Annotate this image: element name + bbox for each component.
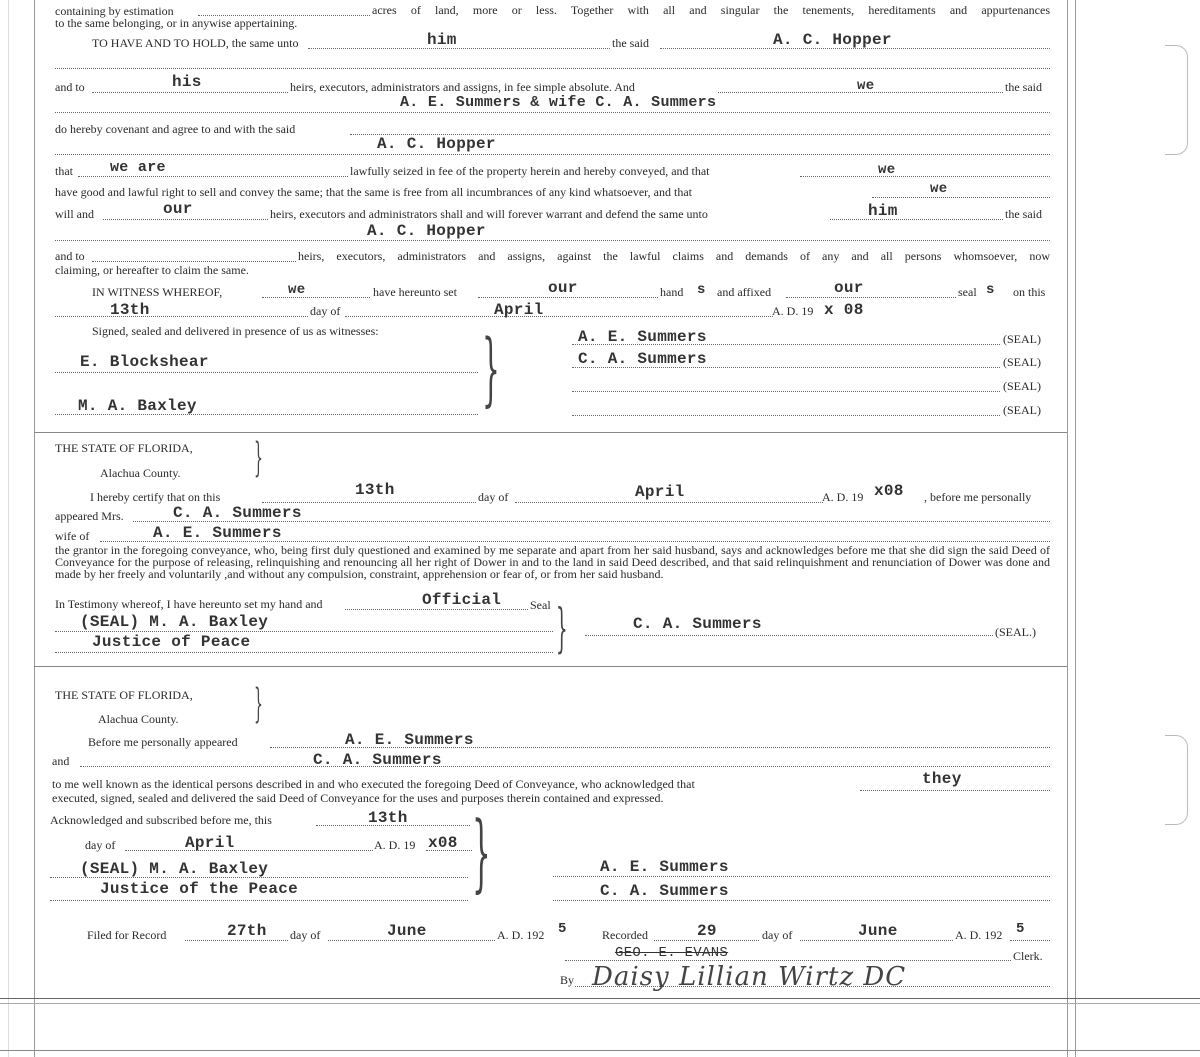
dotted-line [308,48,610,49]
dotted-line [50,877,468,878]
witness-name: E. Blockshear [80,353,209,371]
dotted-line [80,766,1050,767]
binder-ring [1165,45,1188,155]
cert-text: I hereby certify that on this [90,490,221,504]
dotted-line [55,240,1050,241]
bottom-rule [0,998,1200,999]
dotted-line [572,367,1000,368]
dotted-line [585,635,993,636]
hand-plural: s [697,282,706,298]
officer-name: (SEAL) M. A. Baxley [80,613,269,631]
dotted-line [55,652,553,653]
dotted-line [55,68,1050,69]
person-name: C. A. Summers [313,751,442,769]
seal-label: (SEAL) [1003,379,1041,393]
dotted-line [103,219,268,220]
cert-text: and [52,754,70,768]
cert-text: A. D. 19 [374,838,416,852]
witness-name: M. A. Baxley [78,397,197,415]
hand-pronoun: our [548,279,578,297]
by-label: By [560,973,575,987]
dotted-line [478,297,658,298]
filing-text: day of [290,928,321,942]
signatory-name: A. E. Summers [578,328,707,346]
seal-label: (SEAL) [1003,403,1041,417]
signer-name: C. A. Summers [633,615,762,633]
left-margin-line [8,0,9,1057]
dotted-line [800,940,953,941]
dotted-line [515,502,823,503]
bottom-rule [0,1050,1200,1051]
dotted-line [185,940,288,941]
witness-text: A. D. 19 [772,304,814,318]
witness-text: hand [660,285,684,299]
deed-text: the said [1005,80,1042,94]
dotted-line [55,112,1050,113]
appeared-name: C. A. Summers [173,504,302,522]
dotted-line [426,850,472,851]
signer-name: A. E. Summers [600,858,729,876]
witness-text: on this [1013,285,1046,299]
habendum-text: TO HAVE AND TO HOLD, the same unto [92,36,299,50]
dotted-line [1010,940,1050,941]
grantee-pronoun: him [427,31,457,49]
cert-text: Seal [530,598,551,612]
dotted-line [328,940,495,941]
seal-label: (SEAL) [1003,355,1041,369]
dotted-line [55,631,553,632]
cert-text: executed, signed, sealed and delivered the said Deed of Conveyance for the uses and purposes therein contained and expressed. [52,791,664,805]
deed-text: and to [55,249,85,263]
deed-text: heirs, executors and administrators shall and will forever warrant and defend the same unto [270,207,708,221]
deed-text: claiming, or hereafter to claim the same. [55,263,249,277]
cert-text: day of [85,838,116,852]
recorded-day: 29 [697,922,717,940]
dotted-line [262,502,476,503]
witness-year: x 08 [824,301,864,319]
right-pronoun: we [930,181,948,197]
dotted-line [92,261,296,262]
cert-text: wife of [55,529,90,543]
warrant-pronoun: our [163,200,193,218]
signer-name: C. A. Summers [600,882,729,900]
filed-year: 5 [558,921,567,937]
cert-text: In Testimony whereof, I have hereunto set my hand and [55,597,323,611]
dotted-line [553,876,1050,877]
dotted-line [553,900,1050,901]
dotted-line [800,176,1050,177]
deed-text: lawfully seized in fee of the property herein and hereby conveyed, and that [350,164,710,178]
state-heading: THE STATE OF FLORIDA, [55,441,193,455]
dotted-line [55,316,308,317]
cert-paragraph: the grantor in the foregoing conveyance, who, being first duly questioned and examined by me separate and apart from her said husband, says and acknowledges before me that she did sign the said Deed of Conveyance for the purpose of releasing, relinquishing and renouncing all her right of Dower in and to the land in said Deed described, and that said relinquishment and renunciation of Dower was done and made by her freely and voluntarily ,and without any compulsion, constraint, apprehension or fear of, or from her said husband. [55,543,1050,581]
filing-text: A. D. 192 [497,928,545,942]
witness-day: 13th [110,301,150,319]
brace: } [254,435,263,481]
recorded-month: June [858,922,898,940]
filing-text: day of [762,928,793,942]
brace: } [254,681,263,727]
cert-day: 13th [355,481,395,499]
bottom-rule [0,1003,1200,1004]
witness-text: day of [310,304,341,318]
dotted-line [872,197,1050,198]
cert-text: day of [478,490,509,504]
dotted-line [78,176,348,177]
witness-month: April [494,301,544,319]
dotted-line [572,391,1000,392]
deed-text: acres of land, more or less. Together with all and singular the tenements, hereditaments and appurtenances [372,3,1050,17]
dotted-line [345,609,528,610]
filing-text: Filed for Record [87,928,167,942]
brace: } [472,803,491,901]
witness-text: Signed, sealed and delivered in presence of us as witnesses: [92,324,379,338]
ack-month: April [185,834,235,852]
filing-text: A. D. 192 [955,928,1003,942]
filed-day: 27th [227,922,267,940]
county-label: Alachua County. [98,712,179,726]
deed-text: have good and lawful right to sell and convey the same; that the same is free from all incumbrances of any kind whatsoever, and that [55,185,692,199]
deed-text: and to [55,80,85,94]
officer-title: Justice of the Peace [100,880,299,898]
seal-pronoun: our [834,279,864,297]
covenant-grantee: A. C. Hopper [377,135,496,153]
cert-text: , before me personally [924,490,1032,504]
witness-text: have hereunto set [373,285,457,299]
deed-text: the said [612,36,649,50]
cert-month: April [635,483,685,501]
dotted-line [55,414,478,415]
cert-text: Acknowledged and subscribed before me, this [50,813,272,827]
dotted-line [572,415,1000,416]
deed-text: will and [55,207,94,221]
officer-name: (SEAL) M. A. Baxley [80,860,269,878]
deed-text: the said [1005,207,1042,221]
deed-text: containing by estimation [55,4,174,18]
page-right-border [1067,0,1068,1057]
county-label: Alachua County. [100,466,181,480]
grantors-name: A. E. Summers & wife C. A. Summers [400,94,717,111]
dotted-line [830,219,1003,220]
cert-text: to me well known as the identical persons described in and who executed the foregoing Deed of Conveyance, who acknowledged that [52,777,695,791]
clerk-label: Clerk. [1013,949,1043,963]
witness-text: seal [958,285,977,299]
dotted-line [654,940,759,941]
officer-title: Justice of Peace [92,633,251,651]
deed-text: that [55,164,73,178]
brace: } [556,599,568,659]
page-left-border [34,0,35,1057]
witness-text: and affixed [717,285,772,299]
section-divider [34,666,1067,667]
deed-text: do hereby covenant and agree to and with the said [55,122,296,136]
warrant-grantee-pronoun: him [868,202,898,220]
deed-text: heirs, executors, administrators and assigns, against the lawful claims and demands of any and all persons whomsoever, now [298,249,1050,263]
filing-text: Recorded [602,928,648,942]
deed-text: heirs, executors, administrators and assigns, in fee simple absolute. And [290,80,635,94]
section-divider [34,432,1067,433]
grantor-pronoun: we [857,78,875,94]
deputy-signature: Daisy Lillian Wirtz DC [592,962,907,992]
dotted-line [125,850,373,851]
dotted-line [50,900,468,901]
seal-plural: s [986,282,995,298]
dotted-line [92,92,288,93]
dotted-line [786,297,956,298]
dotted-line [55,154,1050,155]
dotted-line [55,372,478,373]
dotted-line [572,344,1000,345]
cert-year: x08 [874,482,904,500]
ack-day: 13th [368,809,408,827]
seized-pronoun-2: we [878,162,896,178]
deed-text: to the same belonging, or in anywise appertaining. [55,16,298,30]
person-name: A. E. Summers [345,731,474,749]
grantee-name: A. C. Hopper [773,31,892,49]
seized-pronoun: we are [110,159,166,176]
witness-text: IN WITNESS WHEREOF, [92,285,223,299]
dotted-line [860,790,1050,791]
signatory-name: C. A. Summers [578,350,707,368]
clerk-name: GEO. E. EVANS [615,945,729,961]
official-word: Official [422,591,502,609]
seal-label: (SEAL.) [995,625,1036,639]
warrant-grantee: A. C. Hopper [367,222,486,240]
binder-ring [1165,735,1188,825]
cert-text: appeared Mrs. [55,509,124,523]
dotted-line [345,316,773,317]
state-heading: THE STATE OF FLORIDA, [55,688,193,702]
page-right-border-2 [1075,0,1076,1057]
cert-text: Before me personally appeared [88,735,238,749]
dotted-line [262,297,370,298]
brace: } [482,322,500,415]
cert-text: A. D. 19 [822,490,864,504]
seal-label: (SEAL) [1003,332,1041,346]
husband-name: A. E. Summers [153,524,282,542]
heirs-pronoun: his [172,73,202,91]
they-word: they [922,770,962,788]
filed-month: June [387,922,427,940]
recorded-year: 5 [1016,921,1025,937]
ack-year: x08 [428,834,458,852]
witness-pronoun: we [288,282,306,298]
